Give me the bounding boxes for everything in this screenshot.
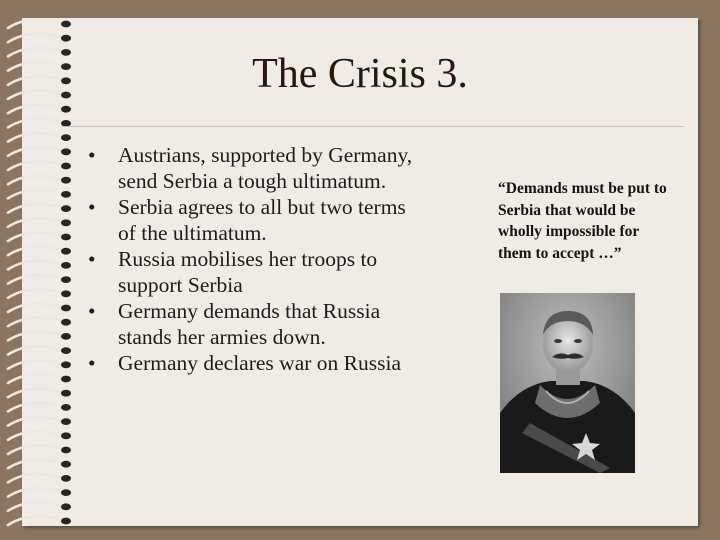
bullet-text: Serbia agrees to all but two terms of the ultimatum. [118, 195, 406, 245]
bullet-item [88, 350, 428, 376]
bullet-marker: • [88, 299, 96, 323]
bullet-item [88, 246, 428, 298]
slide-title: The Crisis 3. [252, 51, 468, 97]
title-divider [62, 126, 684, 127]
bullet-item [88, 298, 428, 350]
bullet-marker: • [88, 195, 96, 219]
bullet-text: Germany declares war on Russia [118, 351, 401, 375]
bullet-text: Germany demands that Russia stands her armies down. [118, 299, 381, 349]
bullet-item [88, 194, 428, 246]
bullet-marker: • [88, 247, 96, 271]
portrait-photo [500, 293, 635, 473]
bullet-item [88, 142, 428, 194]
bullet-text: Austrians, supported by Germany, send Serbia a tough ultimatum. [118, 143, 413, 193]
bullet-marker: • [88, 351, 96, 375]
bullet-marker: • [88, 143, 96, 167]
quote-text: “Demands must be put to Serbia that would be wholly impossible for them to accept …” [498, 180, 667, 262]
bullet-text: Russia mobilises her troops to support Serbia [118, 247, 378, 297]
bullet-list [88, 142, 428, 376]
